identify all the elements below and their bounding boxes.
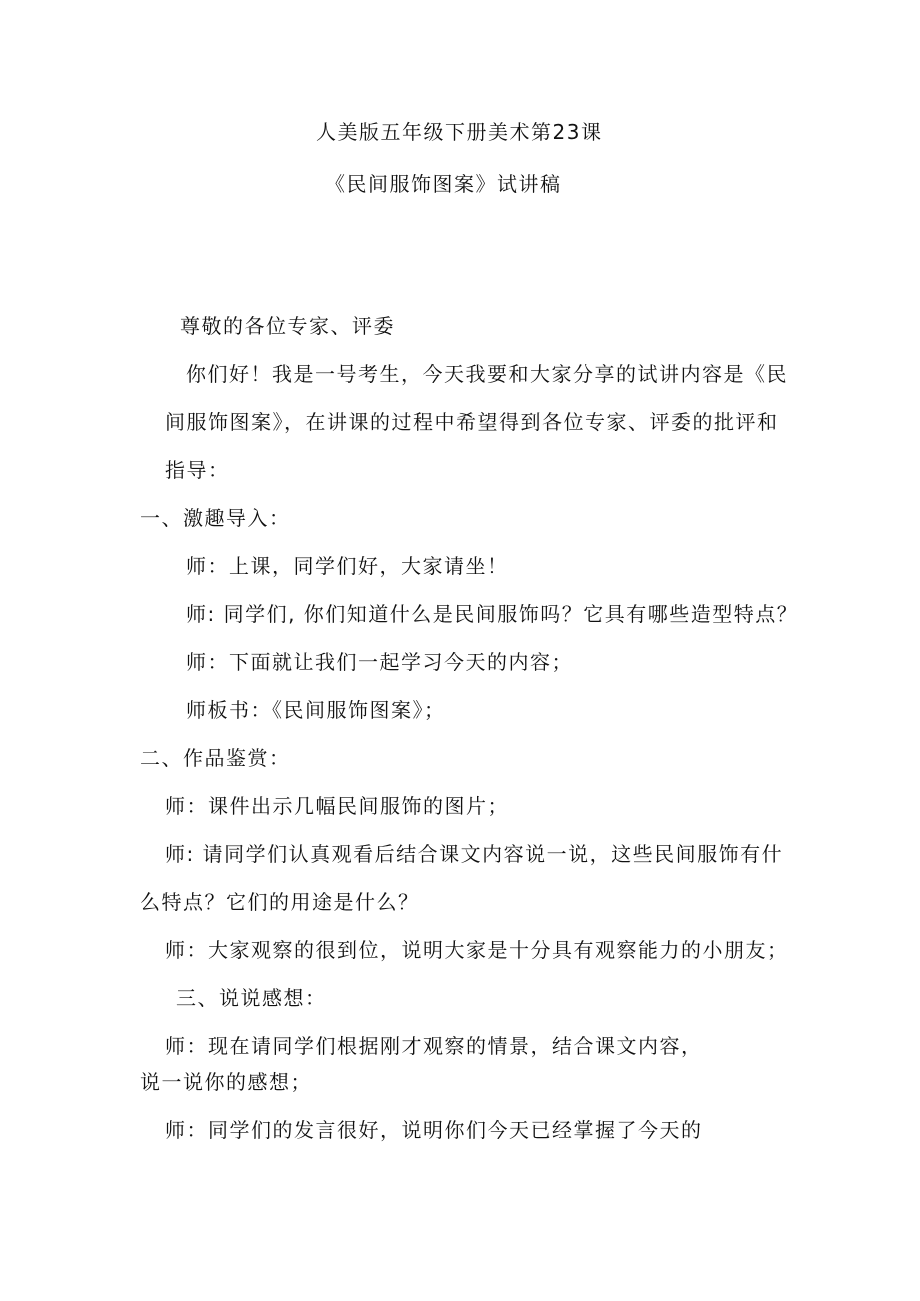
section-2-line-3: 师：大家观察的很到位，说明大家是十分具有观察能力的小朋友； — [165, 938, 789, 962]
section-1-line-3: 师：下面就让我们一起学习今天的内容； — [186, 650, 573, 674]
section-1-line-1: 师：上课，同学们好，大家请坐！ — [186, 554, 509, 578]
section-2-line-2a: 师: 请同学们认真观看后结合课文内容说一说，这些民间服饰有什 — [165, 842, 784, 866]
section-3-line-1b: 说一说你的感想； — [140, 1070, 312, 1094]
section-2-line-2b: 么特点？它们的用途是什么？ — [140, 890, 420, 914]
section-3-line-2: 师：同学们的发言很好，说明你们今天已经掌握了今天的 — [165, 1118, 703, 1142]
greeting: 尊敬的各位专家、评委 — [180, 314, 395, 338]
intro-line-1: 你们好！我是一号考生，今天我要和大家分享的试讲内容是《民 — [186, 362, 788, 386]
section-1-heading: 一、激趣导入： — [140, 506, 291, 530]
section-1-line-4: 师板书：《民间服饰图案》； — [186, 698, 446, 722]
intro-line-2: 间服饰图案》，在讲课的过程中希望得到各位专家、评委的批评和 — [165, 410, 779, 434]
section-3-heading: 三、说说感想： — [176, 986, 327, 1010]
section-3-line-1a: 师：现在请同学们根据刚才观察的情景，结合课文内容， — [165, 1034, 703, 1058]
section-2-line-1: 师：课件出示几幅民间服饰的图片； — [165, 794, 509, 818]
intro-line-3: 指导： — [165, 458, 230, 482]
title-line-2: 《民间服饰图案》试讲稿 — [325, 172, 562, 196]
section-2-heading: 二、作品鉴赏： — [140, 746, 291, 770]
title-line-1: 人美版五年级下册美术第23课 — [316, 120, 603, 144]
section-1-line-2: 师: 同学们, 你们知道什么是民间服饰吗？它具有哪些造型特点？ — [186, 602, 799, 626]
